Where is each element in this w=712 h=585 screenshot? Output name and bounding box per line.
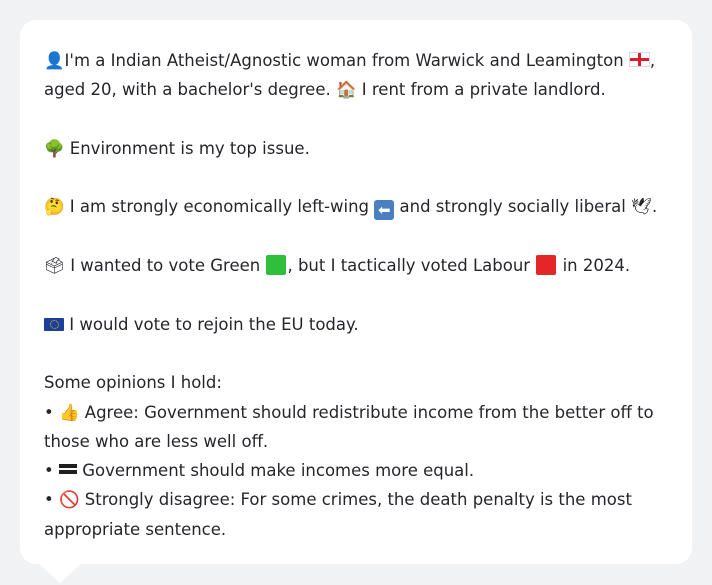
thumbs-up-icon: 👍	[58, 402, 80, 422]
opinion-line1: Agree: Government should redistribute income from the better off to	[79, 402, 654, 422]
intro-line1-text: I'm a Indian Atheist/Agnostic woman from Warwick and Leamington	[64, 51, 629, 70]
eu-paragraph	[44, 310, 668, 339]
position-paragraph	[44, 192, 668, 221]
prohibited-icon: 🚫	[58, 490, 80, 510]
thinking-face-icon: 🤔	[44, 197, 65, 217]
position-text-a: I am strongly economically left-wing	[64, 197, 375, 217]
vote-text-b: , but I tactically voted Labour	[287, 256, 536, 276]
intro-line1-end: ,	[649, 51, 656, 70]
opinions-heading: Some opinions I hold:	[44, 373, 222, 393]
profile-message-bubble	[20, 20, 692, 564]
position-text-c: .	[652, 197, 658, 217]
position-text-b: and strongly socially liberal	[394, 197, 632, 217]
dove-icon: 🕊	[631, 197, 653, 217]
issue-text: Environment is my top issue.	[64, 138, 310, 158]
opinion-line1: Government should make incomes more equal.	[76, 461, 475, 481]
eu-flag-icon	[44, 318, 64, 331]
opinion-item	[44, 456, 668, 485]
intro-line2-end: I rent from a private landlord.	[356, 80, 606, 100]
england-flag-icon	[629, 52, 650, 67]
left-arrow-icon: ⬅	[374, 200, 394, 220]
opinion-item	[44, 485, 668, 544]
bullet: •	[44, 402, 54, 422]
opinion-item	[44, 398, 668, 457]
bubble-tail	[38, 563, 82, 583]
bullet: •	[44, 490, 54, 510]
green-square-icon	[266, 255, 286, 275]
ballot-box-icon: 🗳	[44, 256, 65, 276]
deciduous-tree-icon: 🌳	[44, 138, 65, 158]
house-icon: 🏠	[335, 80, 357, 100]
opinion-line2: appropriate sentence.	[44, 519, 227, 539]
vote-text-c: in 2024.	[557, 256, 631, 276]
vote-text-a: I wanted to vote Green	[64, 256, 266, 276]
vote-paragraph	[44, 251, 668, 280]
intro-paragraph	[44, 46, 668, 105]
issue-paragraph	[44, 134, 668, 163]
eu-text: I would vote to rejoin the EU today.	[64, 314, 359, 334]
opinion-line1: Strongly disagree: For some crimes, the death penalty is the most	[79, 490, 632, 510]
intro-line2-text: aged 20, with a bachelor's degree.	[44, 80, 336, 100]
equals-icon	[59, 463, 77, 475]
red-square-icon	[536, 255, 556, 275]
bust-in-silhouette-icon: 👤	[44, 51, 65, 70]
bullet: •	[44, 461, 54, 481]
opinion-line2: those who are less well off.	[44, 431, 269, 451]
